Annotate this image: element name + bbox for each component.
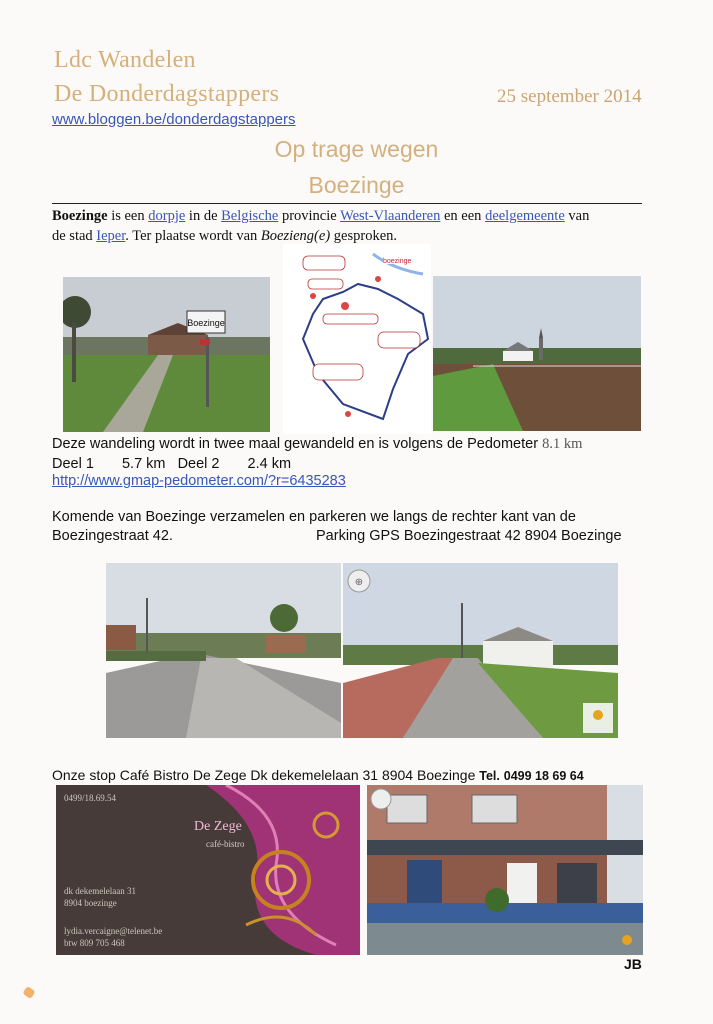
photo-boezingestraat xyxy=(343,563,618,738)
subtitle-town: Boezinge xyxy=(308,172,405,198)
link-west-vlaanderen[interactable]: West-Vlaanderen xyxy=(340,208,441,224)
stop-info: Onze stop Café Bistro De Zege Dk dekemelelaan 31 8904 Boezinge Tel. 0499 18 69 64 xyxy=(52,767,584,783)
sign-text: Boezinge xyxy=(187,318,225,328)
parking-line1: Komende van Boezinge verzamelen en parkeren we langs de rechter kant van de xyxy=(52,509,576,525)
blog-link[interactable]: www.bloggen.be/donderdagstappers xyxy=(52,111,296,128)
link-deelgemeente[interactable]: deelgemeente xyxy=(485,208,565,224)
parking-line2a: Boezingestraat 42. xyxy=(52,528,173,544)
photo-field-church xyxy=(433,276,641,431)
parking-gps: Parking GPS Boezingestraat 42 8904 Boezinge xyxy=(316,528,622,544)
date: 25 september 2014 xyxy=(497,86,642,107)
map-label: boezinge xyxy=(383,258,412,265)
card-email: lydia.vercaigne@telenet.be xyxy=(64,926,163,936)
intro-town: Boezinge xyxy=(52,208,108,224)
card-kind: café-bistro xyxy=(206,839,245,849)
decorative-mark xyxy=(22,986,35,999)
card-address1: dk dekemelelaan 31 xyxy=(64,886,136,896)
walk-distance: 8.1 km xyxy=(542,436,583,452)
card-address2: 8904 boezinge xyxy=(64,898,117,908)
business-card xyxy=(56,785,360,955)
card-name: De Zege xyxy=(194,819,242,834)
org-name-line2: De Donderdagstappers xyxy=(54,81,280,107)
photo-street-corner xyxy=(106,563,341,738)
card-phone: 0499/18.69.54 xyxy=(64,793,117,803)
walk-description: Deze wandeling wordt in twee maal gewandeld en is volgens de Pedometer 8.1 km xyxy=(52,436,583,452)
photo-cafe-facade xyxy=(367,785,643,955)
card-btw: btw 809 705 468 xyxy=(64,938,125,948)
svg-text:⊕: ⊕ xyxy=(354,577,364,588)
pedometer-link[interactable]: http://www.gmap-pedometer.com/?r=6435283 xyxy=(52,473,346,489)
walk-parts: Deel 1 5.7 km Deel 2 2.4 km xyxy=(52,456,292,472)
author-initials: JB xyxy=(624,956,642,972)
stop-phone: 0499 18 69 64 xyxy=(503,769,584,783)
intro-paragraph: Boezinge is een dorpje in de Belgische provincie West-Vlaanderen en een deelgemeente van de stad Ieper. Ter plaatse wordt van Boezieng(e) gesproken. xyxy=(52,208,590,244)
link-dorpje[interactable]: dorpje xyxy=(148,208,186,224)
header-divider xyxy=(52,203,642,204)
route-map xyxy=(283,244,431,434)
link-ieper[interactable]: Ieper xyxy=(96,228,126,244)
subtitle-route: Op trage wegen xyxy=(274,136,439,162)
photo-village-sign xyxy=(63,277,270,432)
link-belgische[interactable]: Belgische xyxy=(221,208,279,224)
org-name-line1: Ldc Wandelen xyxy=(54,47,196,73)
